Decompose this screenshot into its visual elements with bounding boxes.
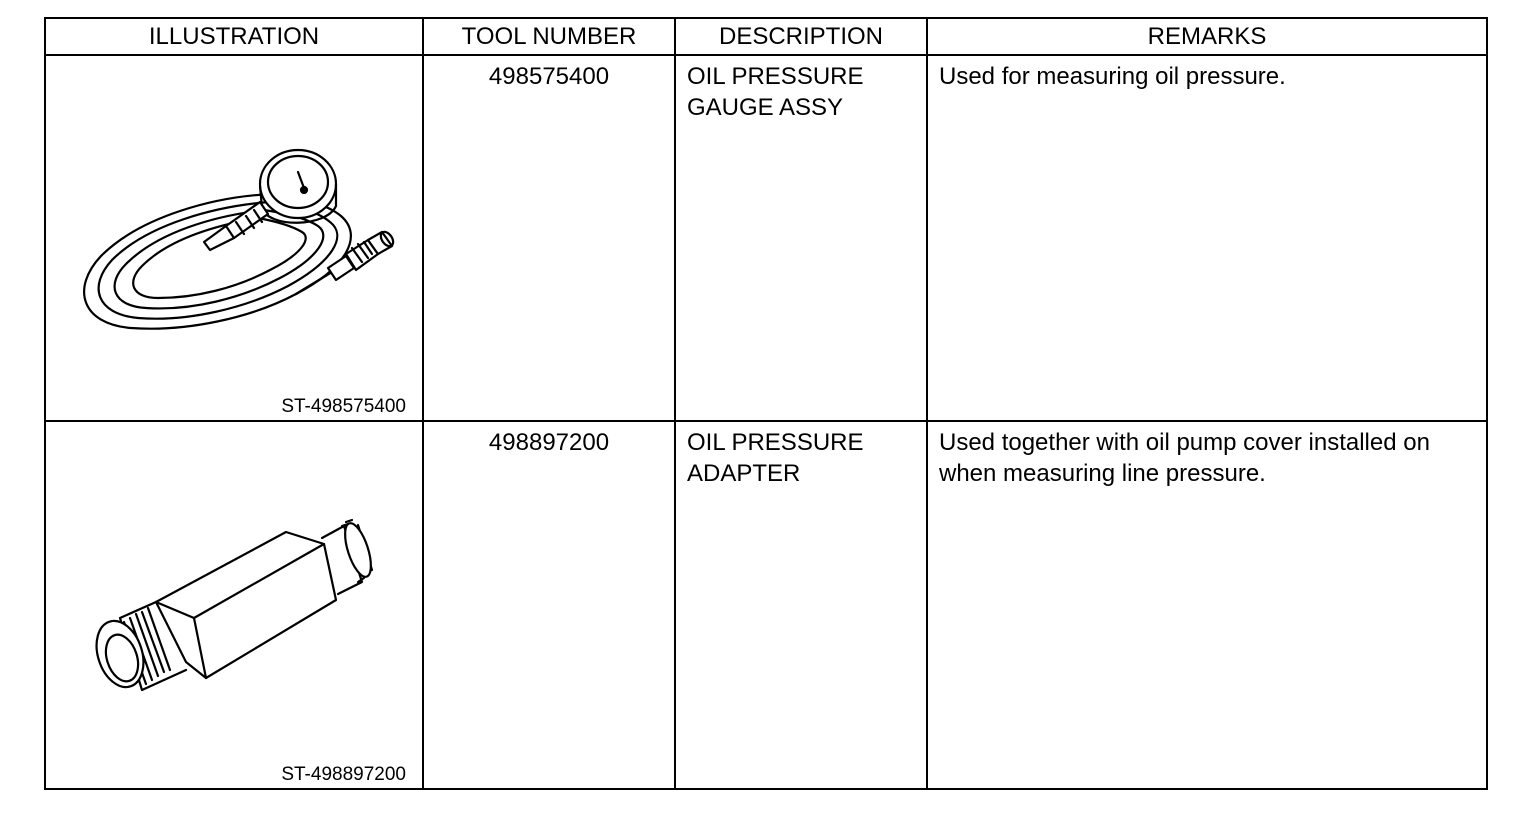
oil-pressure-adapter-icon <box>46 422 424 788</box>
header-description: DESCRIPTION <box>675 18 927 55</box>
description-cell <box>675 55 927 421</box>
header-remarks: REMARKS <box>927 18 1487 55</box>
illustration-code: ST-498897200 <box>281 764 406 785</box>
oil-pressure-gauge-icon <box>46 56 424 420</box>
illustration-code: ST-498575400 <box>281 396 406 417</box>
table-row <box>45 55 1487 421</box>
remarks-cell <box>927 55 1487 421</box>
tool-number: 498897200 <box>488 429 610 456</box>
remarks-cell <box>927 421 1487 789</box>
tool-number-cell <box>423 55 675 421</box>
header-illustration: ILLUSTRATION <box>45 18 423 55</box>
description-cell <box>675 421 927 789</box>
tool-remarks: Used for measuring oil pressure. <box>939 63 1286 90</box>
special-tools-table <box>44 17 1488 790</box>
tool-number-cell <box>423 421 675 789</box>
header-tool-number: TOOL NUMBER <box>423 18 675 55</box>
illustration-cell <box>45 421 423 789</box>
tool-description: OIL PRESSURE ADAPTER <box>687 429 864 487</box>
tool-description: OIL PRESSURE GAUGE ASSY <box>687 63 864 121</box>
table-row <box>45 421 1487 789</box>
header-row <box>45 18 1487 55</box>
illustration-cell <box>45 55 423 421</box>
tool-remarks: Used together with oil pump cover installed on when measuring line pressure. <box>939 429 1430 487</box>
tool-number: 498575400 <box>488 63 610 90</box>
